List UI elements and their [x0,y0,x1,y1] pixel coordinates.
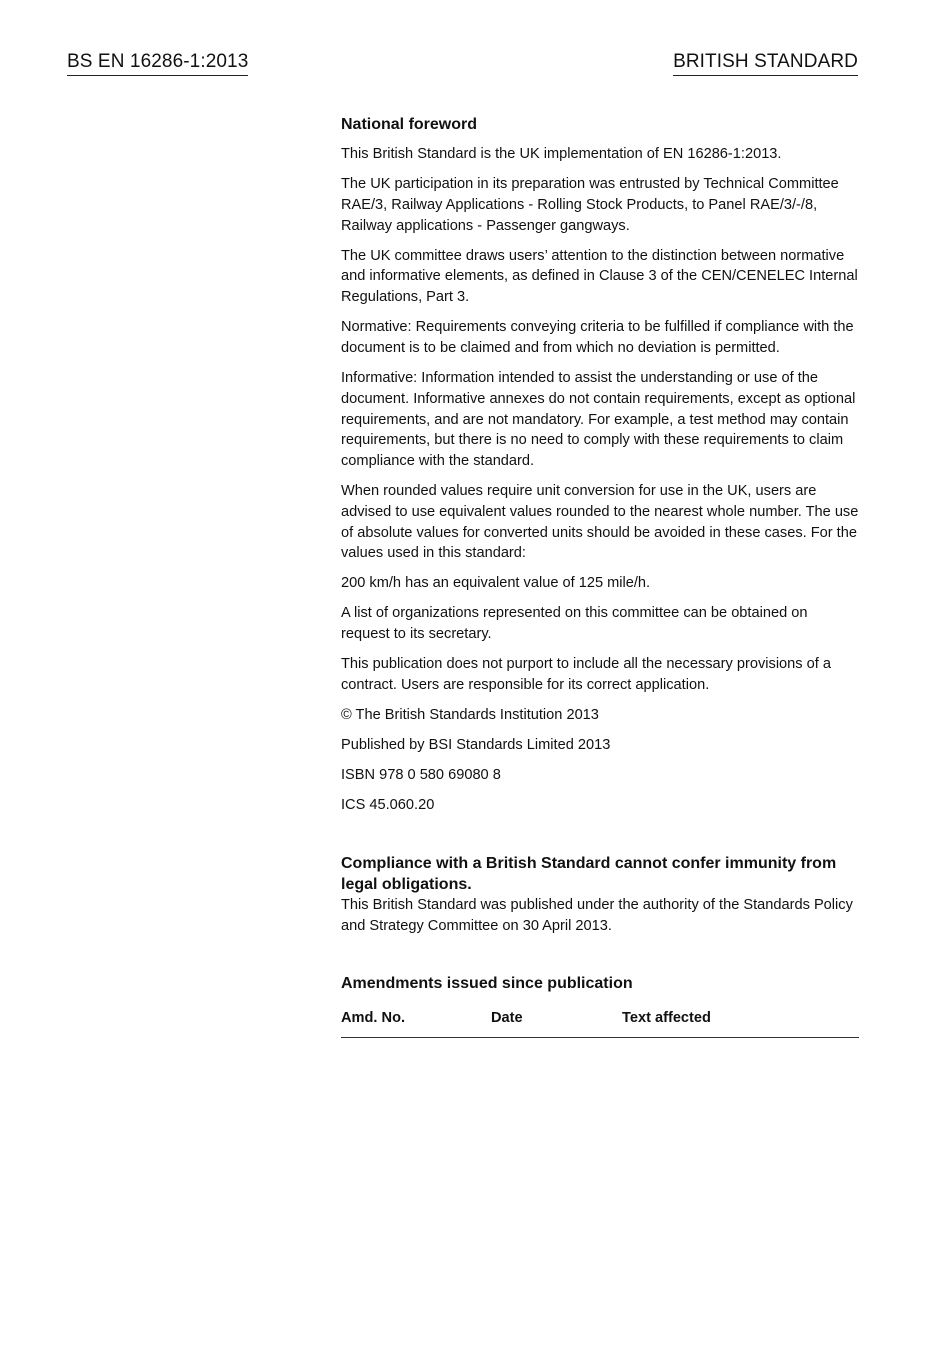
foreword-title: National foreword [341,116,478,133]
foreword-paragraph: A list of organizations represented on this committee can be obtained on request to its secretary. [341,605,808,643]
foreword-paragraph: When rounded values require unit conversion for use in the UK, users are advised to use equivalent values rounded to the nearest whole number. The use of absolute values for converted units should be avoided in these cases. For the values used in this standard: [341,483,859,562]
authority-statement: This British Standard was published under the authority of the Standards Policy and Strategy Committee on 30 April 2013. [341,896,853,934]
isbn-line: ISBN 978 0 580 69080 8 [341,766,501,783]
compliance-notice: Compliance with a British Standard cannot confer immunity from legal obligations. [341,854,837,893]
amendments-title: Amendments issued since publication [341,975,633,993]
british-standard-header: BRITISH STANDARD [673,50,858,76]
amendments-header-row [341,1008,859,1037]
publisher-line: Published by BSI Standards Limited 2013 [341,737,611,753]
text-affected-column-header: Text affected [622,1008,859,1037]
amendments-table [341,1008,859,1038]
date-column-header: Date [491,1008,622,1037]
foreword-paragraph: This publication does not purport to include all the necessary provisions of a contract. Users are responsible for its correct application. [341,656,831,694]
ics-line: ICS 45.060.20 [341,796,435,813]
foreword-paragraph: The UK committee draws users’ attention to the distinction between normative and informative elements, as defined in Clause 3 of the CEN/CENELEC Internal Regulations, Part 3. [341,247,858,306]
foreword-paragraph: Informative: Information intended to assist the understanding or use of the document. Informative annexes do not contain requirements, except as optional requirements, and are not mandatory. For example, a test method may contain requirements, but there is no need to comply with these requirements to claim compliance with the standard. [341,369,856,470]
foreword-paragraph: This British Standard is the UK implementation of EN 16286-1:2013. [341,146,782,162]
foreword-paragraph: The UK participation in its preparation was entrusted by Technical Committee RAE/3, Railway Applications - Rolling Stock Products, to Panel RAE/3/-/8, Railway applications - Passenger gangways. [341,175,839,234]
copyright-line: © The British Standards Institution 2013 [341,707,599,724]
foreword-column [341,114,859,1038]
amd-no-column-header: Amd. No. [341,1008,491,1037]
foreword-paragraph: 200 km/h has an equivalent value of 125 mile/h. [341,575,651,592]
foreword-paragraph: Normative: Requirements conveying criteria to be fulfilled if compliance with the document is to be claimed and from which no deviation is permitted. [341,319,854,356]
document-id-header: BS EN 16286-1:2013 [67,50,248,76]
